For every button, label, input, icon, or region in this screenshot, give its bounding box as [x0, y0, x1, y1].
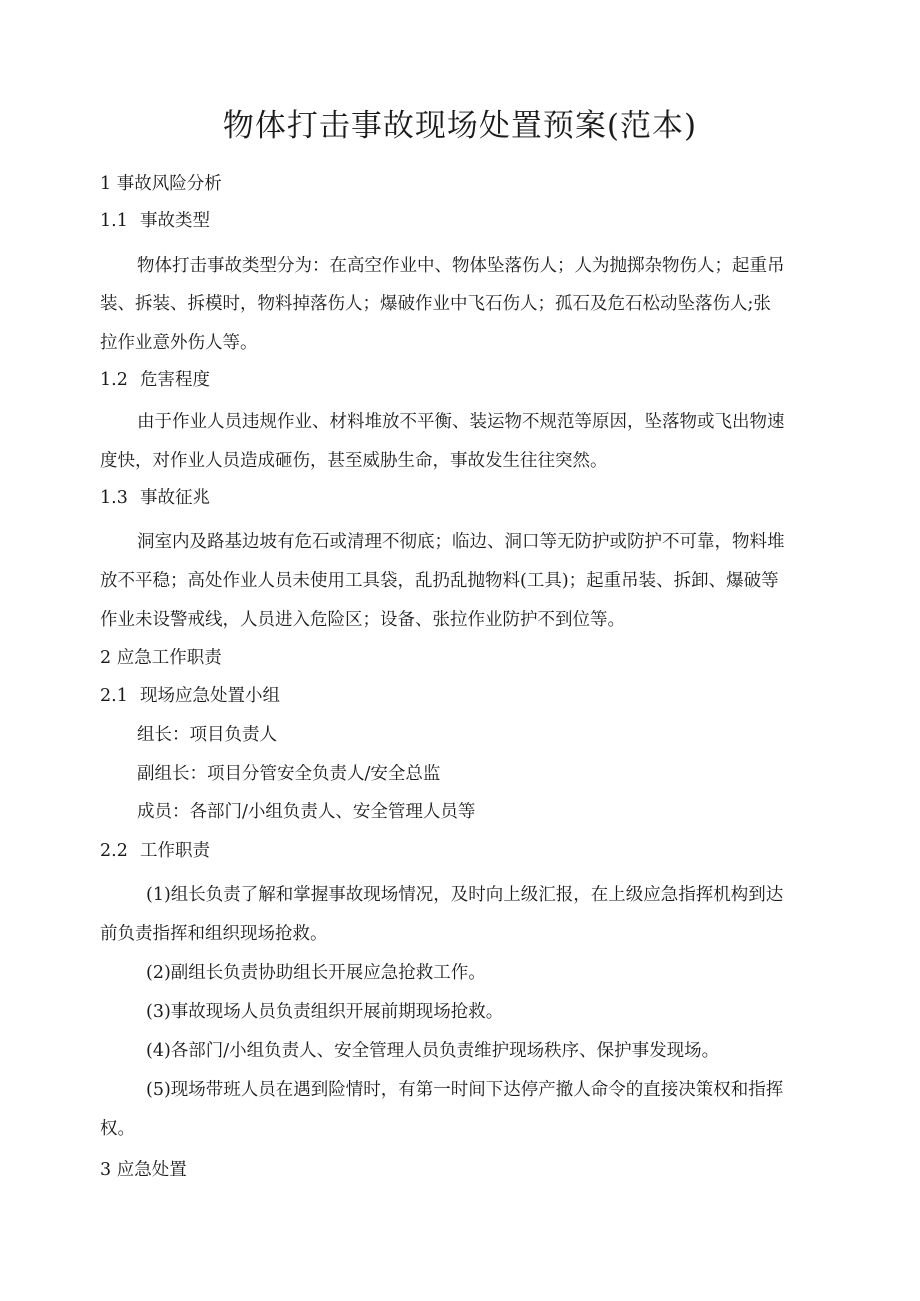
paragraph-line: 装、拆装、拆模时，物料掉落伤人；爆破作业中飞石伤人；孤石及危石松动坠落伤人;张 [100, 294, 771, 314]
section-number: 2.2 [100, 841, 128, 861]
duty-item: (1)组长负责了解和掌握事故现场情况，及时向上级汇报，在上级应急指挥机构到达 [146, 885, 784, 905]
duty-item-continuation: 权。 [100, 1119, 135, 1139]
paragraph-line: 洞室内及路基边坡有危石或清理不彻底；临边、洞口等无防护或防护不可靠，物料堆 [137, 532, 785, 552]
paragraph-line: 物体打击事故类型分为：在高空作业中、物体坠落伤人；人为抛掷杂物伤人；起重吊 [137, 256, 785, 276]
section-title: 事故类型 [140, 211, 210, 231]
section-number: 1.2 [100, 370, 128, 390]
section-title: 现场应急处置小组 [140, 686, 280, 706]
section-number: 2.1 [100, 686, 128, 706]
section-2-heading: 2 应急工作职责 [100, 648, 222, 668]
paragraph-line: 放不平稳；高处作业人员未使用工具袋，乱扔乱抛物料(工具)；起重吊装、拆卸、爆破等 [100, 571, 779, 591]
section-1-heading: 1 事故风险分析 [100, 174, 222, 194]
section-1-1-heading [100, 213, 210, 231]
section-number: 1.3 [100, 488, 128, 508]
paragraph-line: 拉作业意外伤人等。 [100, 333, 258, 353]
duty-item: (5)现场带班人员在遇到险情时，有第一时间下达停产撤人命令的直接决策权和指挥 [146, 1080, 784, 1100]
duty-item: (4)各部门/小组负责人、安全管理人员负责维护现场秩序、保护事发现场。 [146, 1041, 720, 1061]
section-2-1-heading [100, 688, 280, 706]
deputy-leader-line: 副组长：项目分管安全负责人/安全总监 [137, 764, 441, 784]
paragraph-line: 由于作业人员违规作业、材料堆放不平衡、装运物不规范等原因，坠落物或飞出物速 [137, 412, 785, 432]
members-line: 成员：各部门/小组负责人、安全管理人员等 [137, 802, 476, 822]
team-leader-line: 组长：项目负责人 [137, 725, 277, 745]
duty-item: (3)事故现场人员负责组织开展前期现场抢救。 [146, 1002, 504, 1022]
paragraph-line: 度快，对作业人员造成砸伤，甚至威胁生命，事故发生往往突然。 [100, 451, 608, 471]
document-title: 物体打击事故现场处置预案(范本) [222, 108, 698, 144]
section-1-2-heading [100, 372, 210, 390]
duty-item: (2)副组长负责协助组长开展应急抢救工作。 [146, 963, 486, 983]
section-title: 事故征兆 [140, 488, 210, 508]
section-title: 工作职责 [140, 841, 210, 861]
section-number: 1.1 [100, 211, 128, 231]
paragraph-line: 作业未设警戒线，人员进入危险区；设备、张拉作业防护不到位等。 [100, 610, 625, 630]
section-3-heading: 3 应急处置 [100, 1160, 187, 1180]
section-2-2-heading [100, 843, 210, 861]
section-1-3-heading [100, 490, 210, 508]
section-title: 危害程度 [140, 370, 210, 390]
duty-item-continuation: 前负责指挥和组织现场抢救。 [100, 924, 328, 944]
